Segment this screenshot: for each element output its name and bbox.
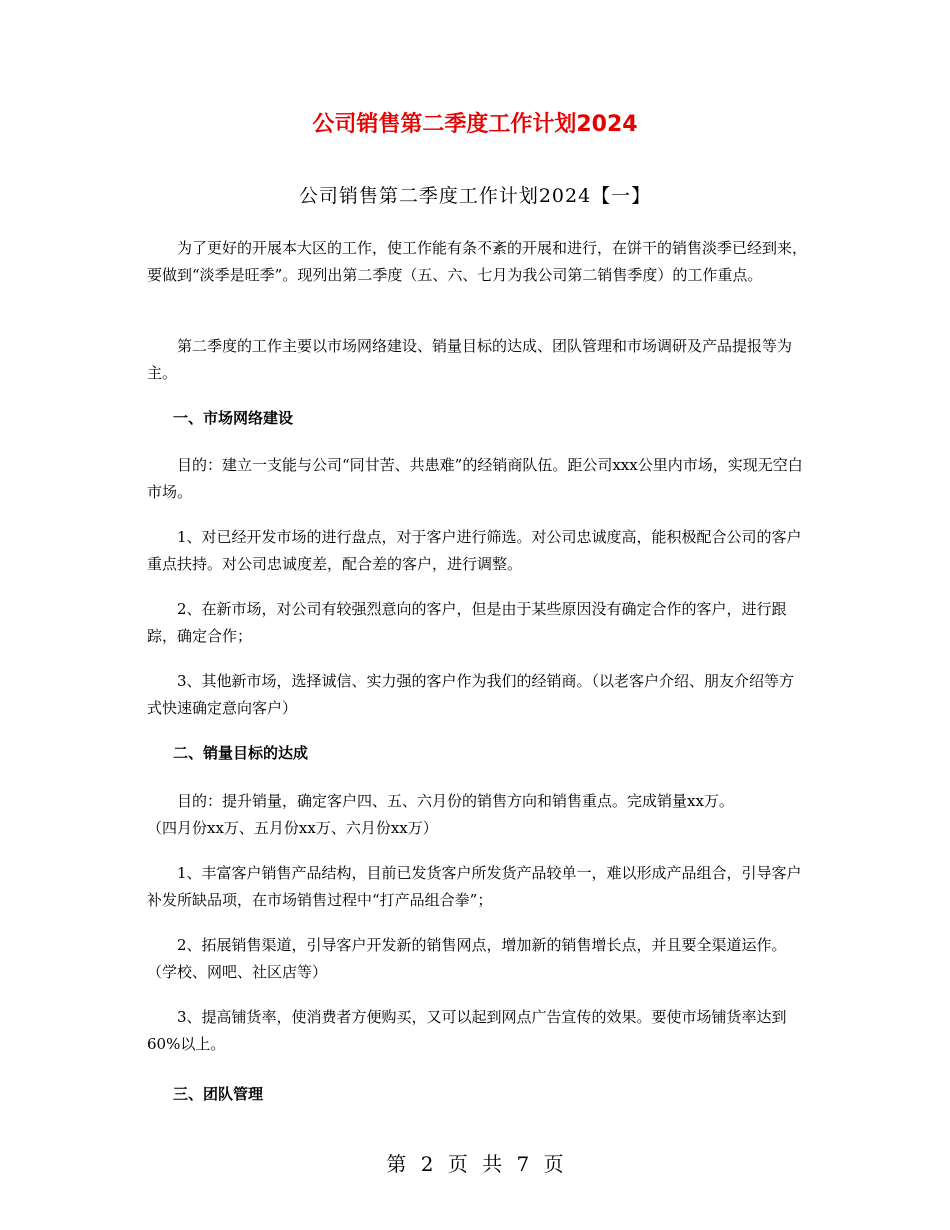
paragraph-intro: 为了更好的开展本大区的工作，使工作能有条不紊的开展和进行，在饼干的销售淡季已经到来，要做到“淡季是旺季”。现列出第二季度（五、六、七月为我公司第二销售季度）的工作重点。 [147,239,808,284]
page-number-footer: 第 2 页 共 7 页 [386,1152,564,1176]
document-title: 公司销售第二季度工作计划2024 [312,112,638,137]
section-subtitle: 公司销售第二季度工作计划2024【一】 [298,185,652,207]
paragraph-focus: 第二季度的工作主要以市场网络建设、销量目标的达成、团队管理和市场调研及产品提报等为主。 [147,337,793,382]
paragraph-goal-2: 目的：提升销量，确定客户四、五、六月份的销售方向和销售重点。完成销量xx万。 [177,792,734,810]
section-heading-3: 三、团队管理 [173,1085,264,1103]
paragraph-item-2-1: 1、丰富客户销售产品结构，目前已发货客户所发货产品较单一，难以形成产品组合，引导客户补发所缺品项，在市场销售过程中“打产品组合拳”； [147,864,802,909]
paragraph-item-1-1: 1、对已经开发市场的进行盘点，对于客户进行筛选。对公司忠诚度高，能积极配合公司的客户重点扶持。对公司忠诚度差，配合差的客户，进行调整。 [147,528,802,573]
paragraph-goal-1: 目的：建立一支能与公司“同甘苦、共患难”的经销商队伍。距公司xxx公里内市场，实现无空白市场。 [147,456,803,501]
paragraph-item-1-2: 2、在新市场，对公司有较强烈意向的客户，但是由于某些原因没有确定合作的客户，进行跟踪，确定合作； [147,600,787,645]
paragraph-item-2-3: 3、提高铺货率，使消费者方便购买，又可以起到网点广告宣传的效果。要使市场铺货率达到60%以上。 [147,1008,787,1053]
paragraph-goal-2-detail: （四月份xx万、五月份xx万、六月份xx万） [147,819,438,837]
paragraph-item-2-2: 2、拓展销售渠道，引导客户开发新的销售网点，增加新的销售增长点，并且要全渠道运作。（学校、网吧、社区店等） [147,936,787,981]
paragraph-item-1-3: 3、其他新市场，选择诚信、实力强的客户作为我们的经销商。（以老客户介绍、朋友介绍等方式快速确定意向客户） [147,672,795,717]
section-heading-2: 二、销量目标的达成 [173,744,309,762]
section-heading-1: 一、市场网络建设 [173,409,294,427]
